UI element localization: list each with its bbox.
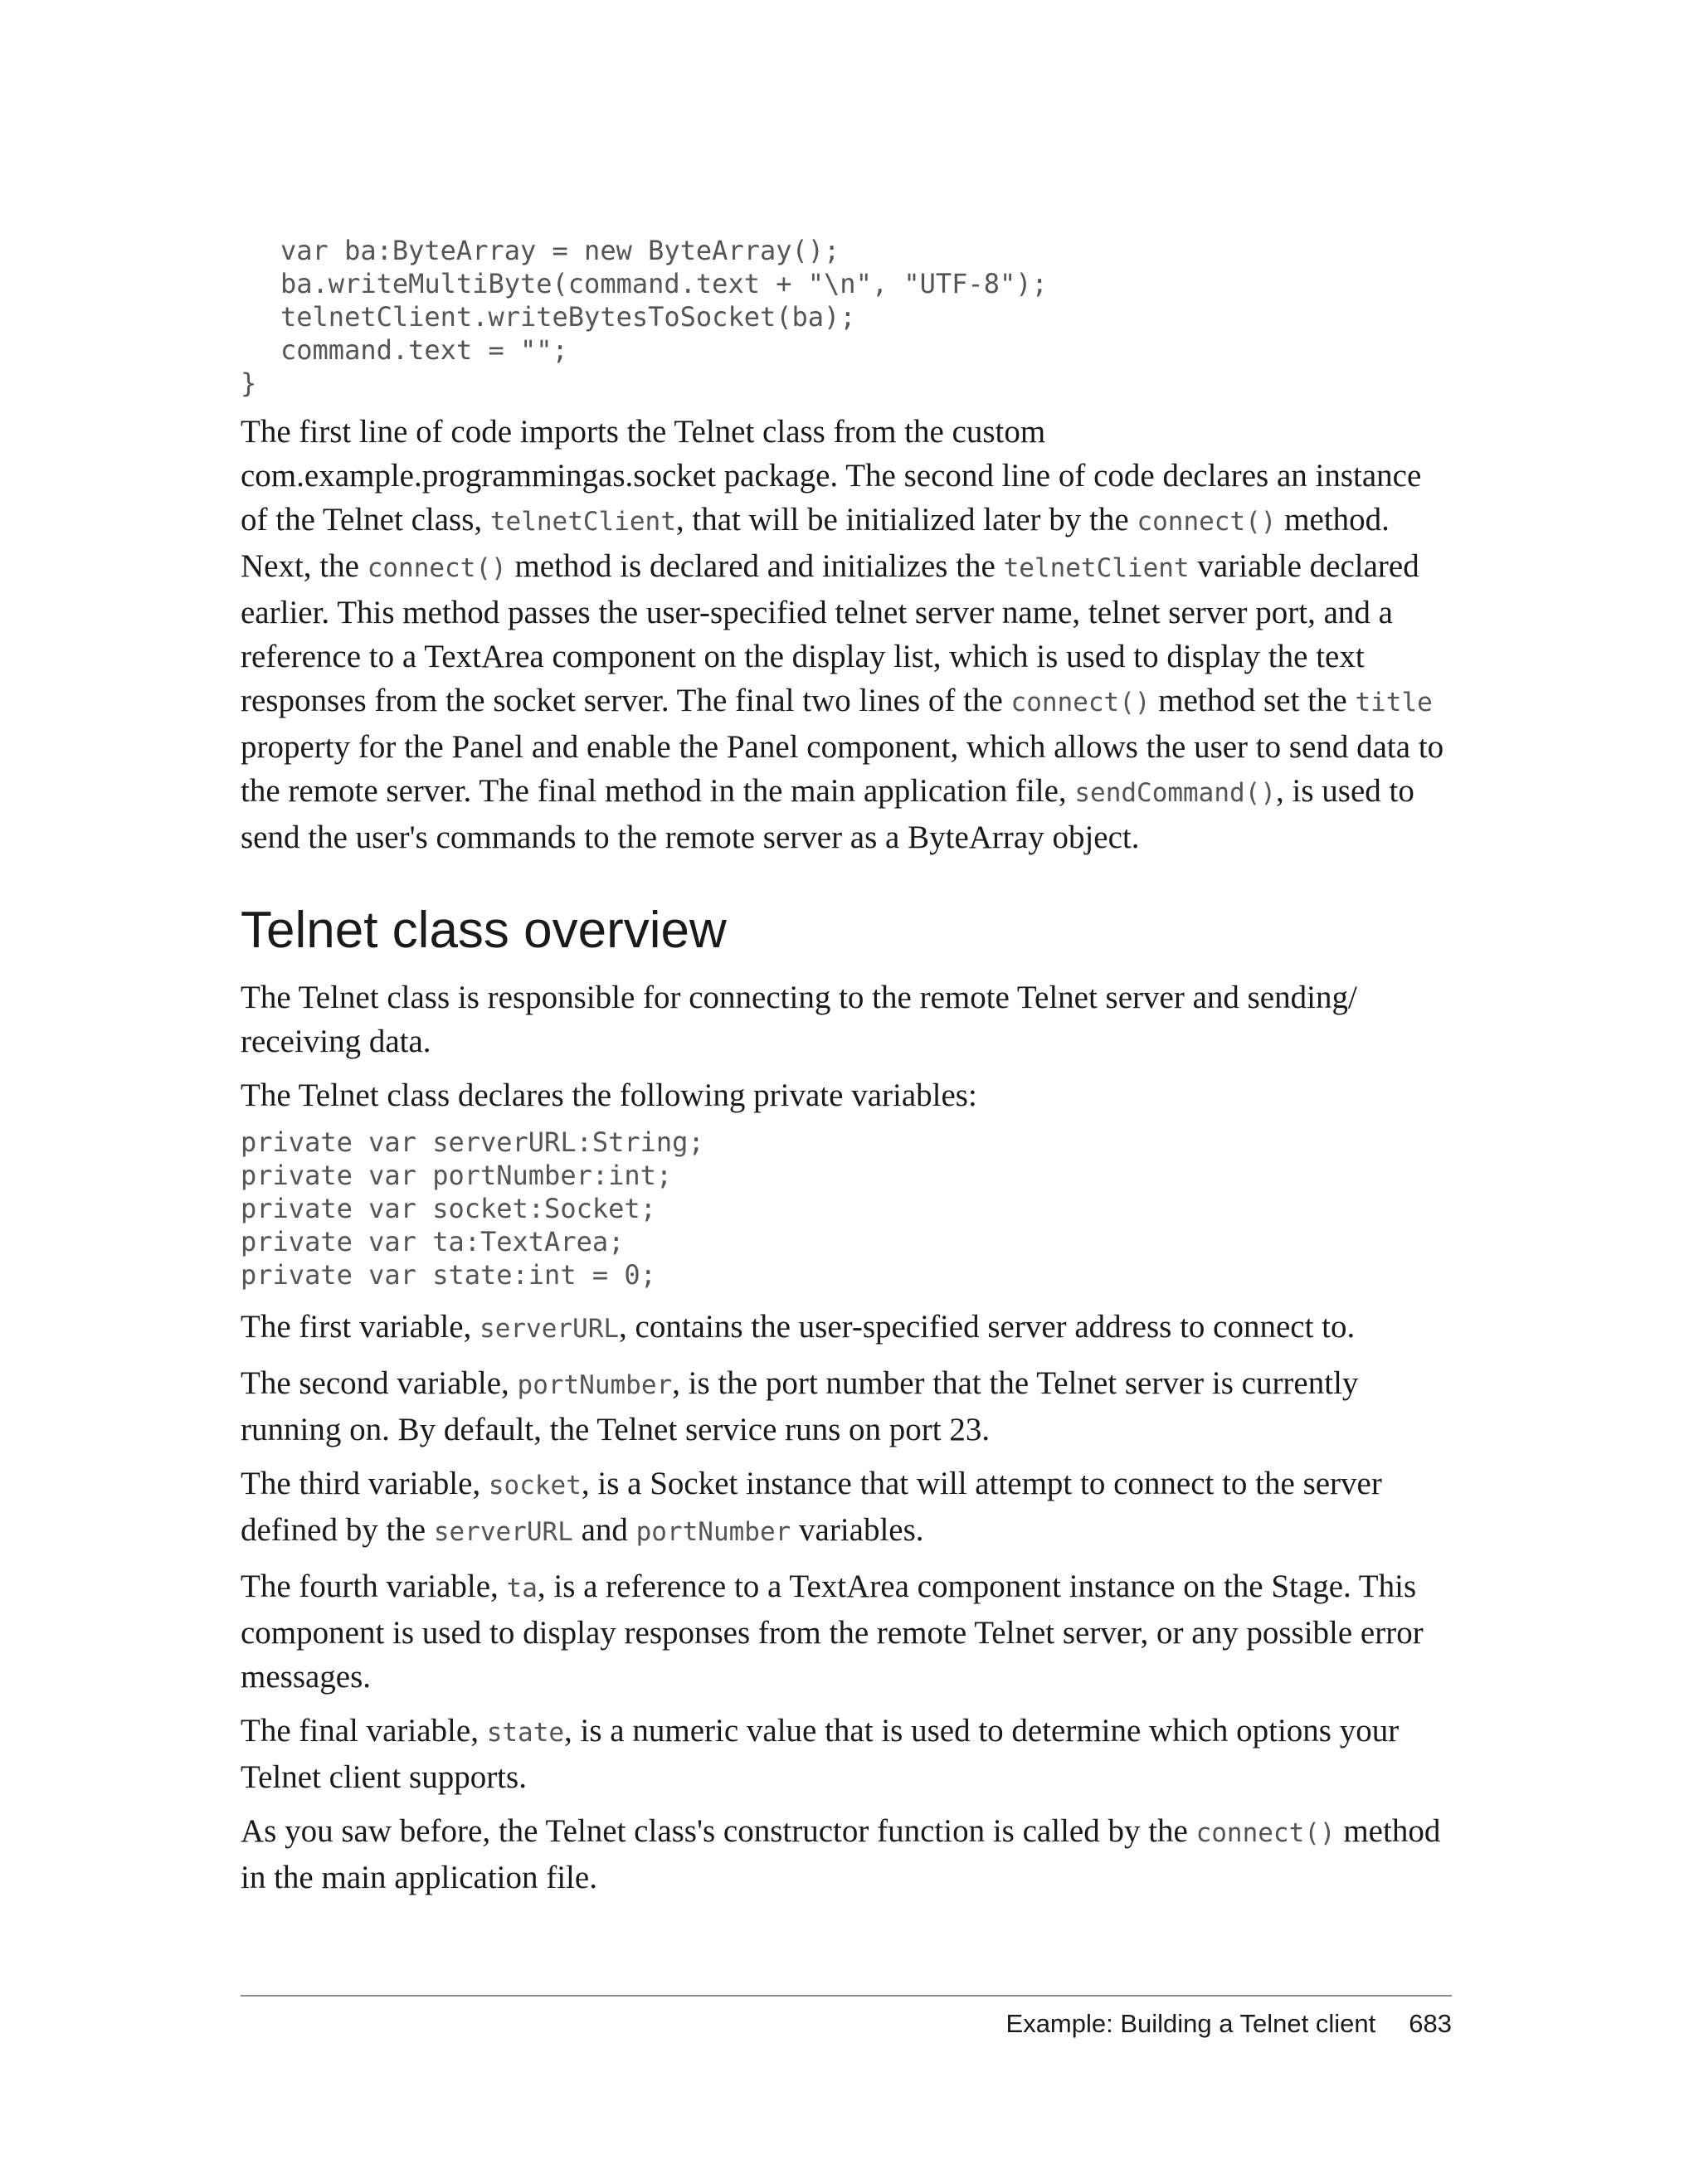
inline-code: title bbox=[1355, 688, 1433, 717]
code-line: private var state:int = 0; bbox=[241, 1259, 656, 1291]
paragraph-state bbox=[241, 1709, 1435, 1799]
text-run: variable declared earlier. This method passes the user-specified telnet server name, telnet server port, and a reference to a TextArea component on the display list, which is used to display the text responses from the socket server. The final two lines of the bbox=[241, 548, 1419, 718]
text-run: The first variable, bbox=[241, 1309, 480, 1345]
text-run: , is used to send the user's commands to the remote server as a ByteArray object. bbox=[241, 773, 1414, 855]
text-run: , is a reference to a TextArea component instance on the Stage. This component is used to display responses from the remote Telnet server, or any possible error messages. bbox=[241, 1569, 1424, 1695]
text-run: The second variable, bbox=[241, 1365, 518, 1401]
text-run: The third variable, bbox=[241, 1466, 489, 1501]
inline-code: serverURL bbox=[480, 1314, 620, 1344]
paragraph-port-number bbox=[241, 1361, 1402, 1452]
inline-code: sendCommand() bbox=[1074, 778, 1277, 808]
inline-code: state bbox=[486, 1718, 565, 1748]
text-run: method set the bbox=[1150, 683, 1356, 718]
page-content bbox=[241, 224, 1452, 1899]
footer-chapter-title: Example: Building a Telnet client bbox=[1005, 2009, 1376, 2038]
code-line: ba.writeMultiByte(command.text + "\n", "UTF-8"); bbox=[280, 268, 1048, 299]
code-line: var ba:ByteArray = new ByteArray(); bbox=[280, 235, 840, 266]
inline-code: portNumber bbox=[635, 1517, 791, 1547]
text-run: method is declared and initializes the bbox=[506, 548, 1004, 584]
code-block-send-command bbox=[241, 234, 1452, 400]
inline-code: socket bbox=[488, 1471, 582, 1501]
paragraph-telnet-intro: The Telnet class is responsible for connecting to the remote Telnet server and sending/ receiving data. bbox=[241, 980, 1357, 1059]
page-number: 683 bbox=[1409, 2009, 1452, 2038]
code-line: telnetClient.writeBytesToSocket(ba); bbox=[280, 301, 856, 333]
text-run: variables. bbox=[791, 1512, 924, 1548]
code-block-private-vars bbox=[241, 1126, 1452, 1291]
text-run: , is the port number that the Telnet server is currently running on. By default, the Telnet service runs on port 23. bbox=[241, 1365, 1359, 1447]
text-run: The final variable, bbox=[241, 1713, 487, 1749]
page-footer bbox=[241, 2007, 1452, 2041]
text-run: The first line of code imports the Telnet class from the custom com.example.programmingas.socket package. The second line of code declares an instance of the Telnet class, bbox=[241, 414, 1422, 537]
text-run: , is a Socket instance that will attempt to connect to the server defined by the bbox=[241, 1466, 1382, 1548]
inline-code: connect() bbox=[367, 553, 507, 583]
code-line: private var socket:Socket; bbox=[241, 1193, 656, 1224]
section-heading: Telnet class overview bbox=[241, 902, 727, 959]
text-run: The fourth variable, bbox=[241, 1569, 507, 1604]
code-line: } bbox=[241, 367, 257, 399]
text-run: As you saw before, the Telnet class's constructor function is called by the bbox=[241, 1813, 1196, 1849]
code-line: command.text = ""; bbox=[280, 334, 568, 366]
inline-code: portNumber bbox=[517, 1370, 673, 1400]
code-line: private var portNumber:int; bbox=[241, 1160, 673, 1191]
footer-divider bbox=[241, 1995, 1452, 1997]
text-run: method. Next, the bbox=[241, 502, 1390, 584]
inline-code: connect() bbox=[1137, 507, 1277, 537]
text-run: , contains the user-specified server address to connect to. bbox=[619, 1309, 1356, 1345]
paragraph-socket bbox=[241, 1462, 1402, 1554]
text-run: method in the main application file. bbox=[241, 1813, 1441, 1895]
inline-code: ta bbox=[506, 1574, 538, 1603]
code-line: private var serverURL:String; bbox=[241, 1126, 704, 1158]
paragraph-constructor bbox=[241, 1809, 1452, 1899]
code-line: private var ta:TextArea; bbox=[241, 1226, 625, 1257]
inline-code: telnetClient bbox=[489, 507, 676, 537]
paragraph-server-url bbox=[241, 1305, 1452, 1351]
paragraph-textarea bbox=[241, 1564, 1452, 1699]
text-run: , is a numeric value that is used to determine which options your Telnet client supports. bbox=[241, 1713, 1400, 1795]
text-run: , that will be initialized later by the bbox=[675, 502, 1137, 537]
paragraph-private-vars-intro: The Telnet class declares the following private variables: bbox=[241, 1077, 977, 1113]
inline-code: telnetClient bbox=[1003, 553, 1190, 583]
paragraph-code-explanation bbox=[241, 410, 1452, 859]
inline-code: connect() bbox=[1010, 688, 1151, 717]
text-run: and bbox=[572, 1512, 636, 1548]
inline-code: connect() bbox=[1195, 1818, 1336, 1848]
inline-code: serverURL bbox=[433, 1517, 573, 1547]
text-run: property for the Panel and enable the Panel component, which allows the user to send data to the remote server. The final method in the main application file, bbox=[241, 729, 1444, 809]
